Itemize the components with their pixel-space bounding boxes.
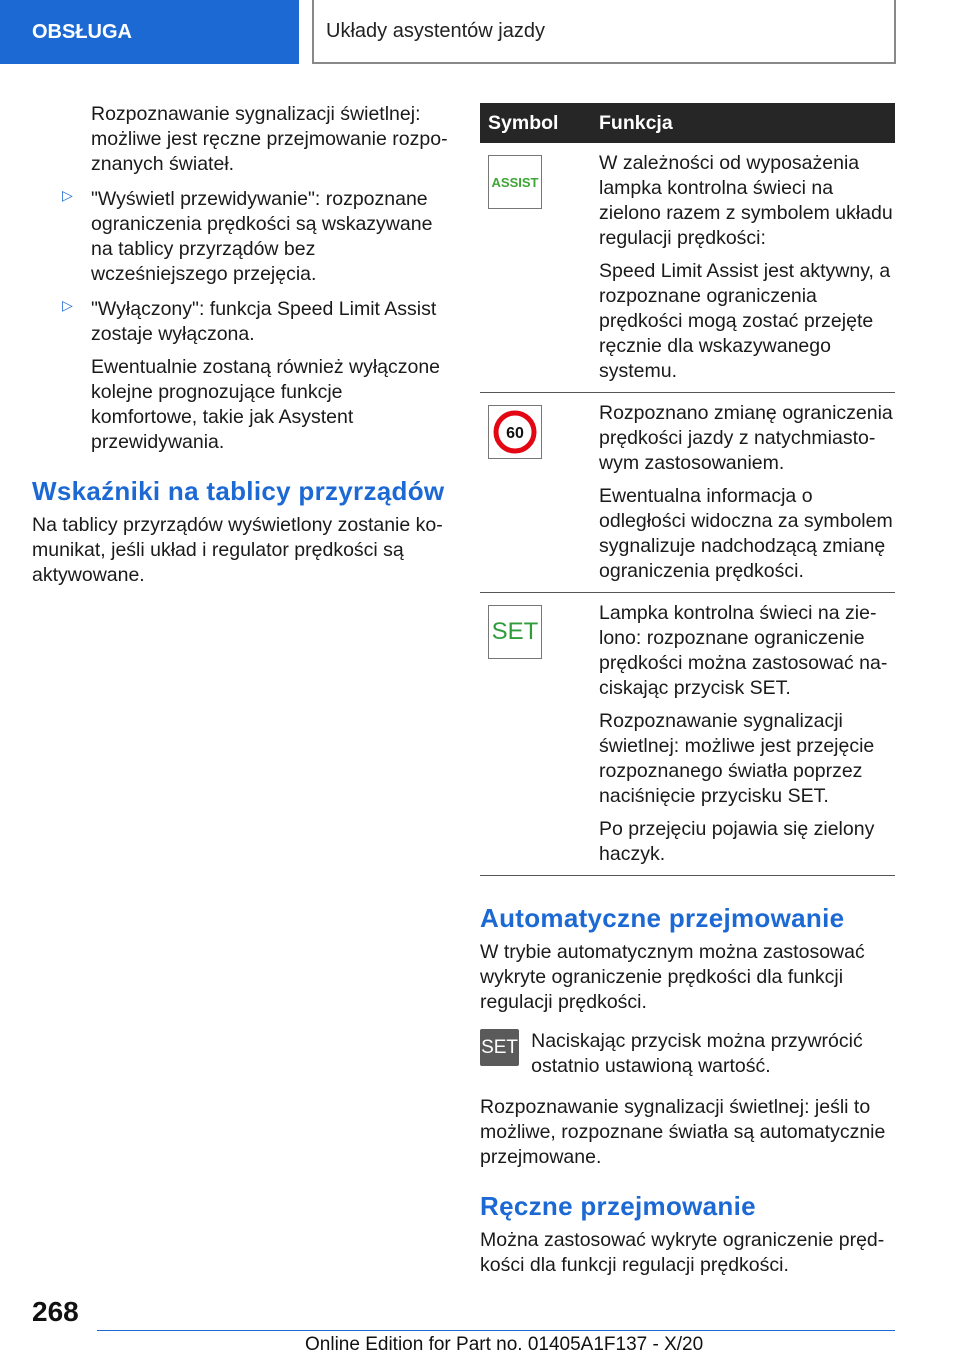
section-tab[interactable]: OBSŁUGA bbox=[0, 0, 299, 64]
function-cell bbox=[591, 393, 895, 593]
set-button-description: Naciskając przycisk można przywrócić ostatnio ustawioną wartość. bbox=[531, 1030, 863, 1077]
set-button-row bbox=[480, 1029, 895, 1079]
bullet-triangle-icon: ▷ bbox=[62, 297, 73, 313]
page-number: 268 bbox=[32, 1296, 79, 1327]
column-header-symbol: Symbol bbox=[480, 103, 591, 143]
table-row bbox=[480, 143, 895, 393]
svg-text:60: 60 bbox=[506, 425, 524, 442]
symbol-cell bbox=[480, 593, 591, 876]
footer-divider bbox=[97, 1330, 895, 1331]
function-text: Speed Limit Assist jest aktywny, a rozpoznane ograniczenia prędkości mogą zostać przejęte ręcznie dla wskazywanego systemu. bbox=[599, 260, 891, 382]
bullet-text: "Wyświetl przewidywanie": rozpoznane ograniczenia prędkości są wskazywane na tablicy przyrządów bez wcześniejszego przejęcia. bbox=[91, 188, 433, 285]
function-cell bbox=[591, 593, 895, 876]
list-item bbox=[32, 297, 450, 455]
function-text: Rozpoznano zmianę ograniczenia prędkości jazdy z natychmiastowym zastosowaniem. bbox=[599, 402, 893, 474]
bullet-extra-text: Ewentualnie zostaną również wyłączone kolejne prognozujące funkcje komfortowe, takie jak Asystent przewidywania. bbox=[91, 356, 441, 453]
symbol-cell bbox=[480, 143, 591, 393]
intro-paragraph: Rozpoznawanie sygnalizacji świetlnej: możliwe jest ręczne przejmowanie rozpoznanych świateł. bbox=[91, 103, 448, 175]
function-text: Lampka kontrolna świeci na zielono: rozpoznane ograniczenie prędkości można zastosować naciskając przycisk SET. bbox=[599, 602, 888, 699]
function-cell bbox=[591, 143, 895, 393]
section-heading: Wskaźniki na tablicy przyrządów bbox=[32, 476, 445, 506]
set-button-icon: SET bbox=[480, 1029, 519, 1066]
table-row bbox=[480, 393, 895, 593]
left-column bbox=[32, 102, 450, 588]
section-heading: Automatyczne przejmowanie bbox=[480, 903, 845, 933]
list-item bbox=[32, 187, 450, 287]
function-text: Po przejęciu pojawia się zielony haczyk. bbox=[599, 818, 875, 865]
right-column bbox=[480, 103, 895, 1278]
assist-icon: ASSIST bbox=[488, 155, 542, 209]
section-body: Można zastosować wykryte ograniczenie prędkości dla funkcji regulacji prędkości. bbox=[480, 1229, 885, 1276]
section-body: Rozpoznawanie sygnalizacji świetlnej: jeśli to możliwe, rozpoznane światła są automatycznie przejmowane. bbox=[480, 1096, 886, 1168]
bullet-triangle-icon: ▷ bbox=[62, 187, 73, 203]
edition-note: Online Edition for Part no. 01405A1F137 - X/20 bbox=[305, 1334, 704, 1355]
speed-limit-60-icon bbox=[488, 405, 542, 459]
symbol-table bbox=[480, 103, 895, 876]
table-row bbox=[480, 593, 895, 876]
function-text: W zależności od wyposażenia lampka kontrolna świeci na zielono razem z symbolem układu regulacji prędkości: bbox=[599, 152, 893, 249]
column-header-function: Funkcja bbox=[591, 103, 895, 143]
page-header bbox=[0, 0, 960, 66]
table-header-row bbox=[480, 103, 895, 143]
section-heading: Ręczne przejmowanie bbox=[480, 1191, 756, 1221]
chapter-title: Układy asystentów jazdy bbox=[312, 0, 896, 64]
bullet-text: "Wyłączony": funkcja Speed Limit Assist zostaje wyłączona. bbox=[91, 298, 437, 345]
symbol-cell bbox=[480, 393, 591, 593]
set-indicator-icon: SET bbox=[488, 605, 542, 659]
function-text: Rozpoznawanie sygnalizacji świetlnej: możliwe jest przejęcie rozpoznanego światła poprzez naciśnięcie przycisku SET. bbox=[599, 710, 875, 807]
section-body: W trybie automatycznym można zastosować wykryte ograniczenie prędkości dla funkcji regulacji prędkości. bbox=[480, 941, 865, 1013]
function-text: Ewentualna informacja o odległości widoczna za symbolem sygnalizuje nadchodzącą zmianę ograniczenia prędkości. bbox=[599, 485, 893, 582]
section-body: Na tablicy przyrządów wyświetlony zostanie komunikat, jeśli układ i regulator prędkości są aktywowane. bbox=[32, 514, 443, 586]
